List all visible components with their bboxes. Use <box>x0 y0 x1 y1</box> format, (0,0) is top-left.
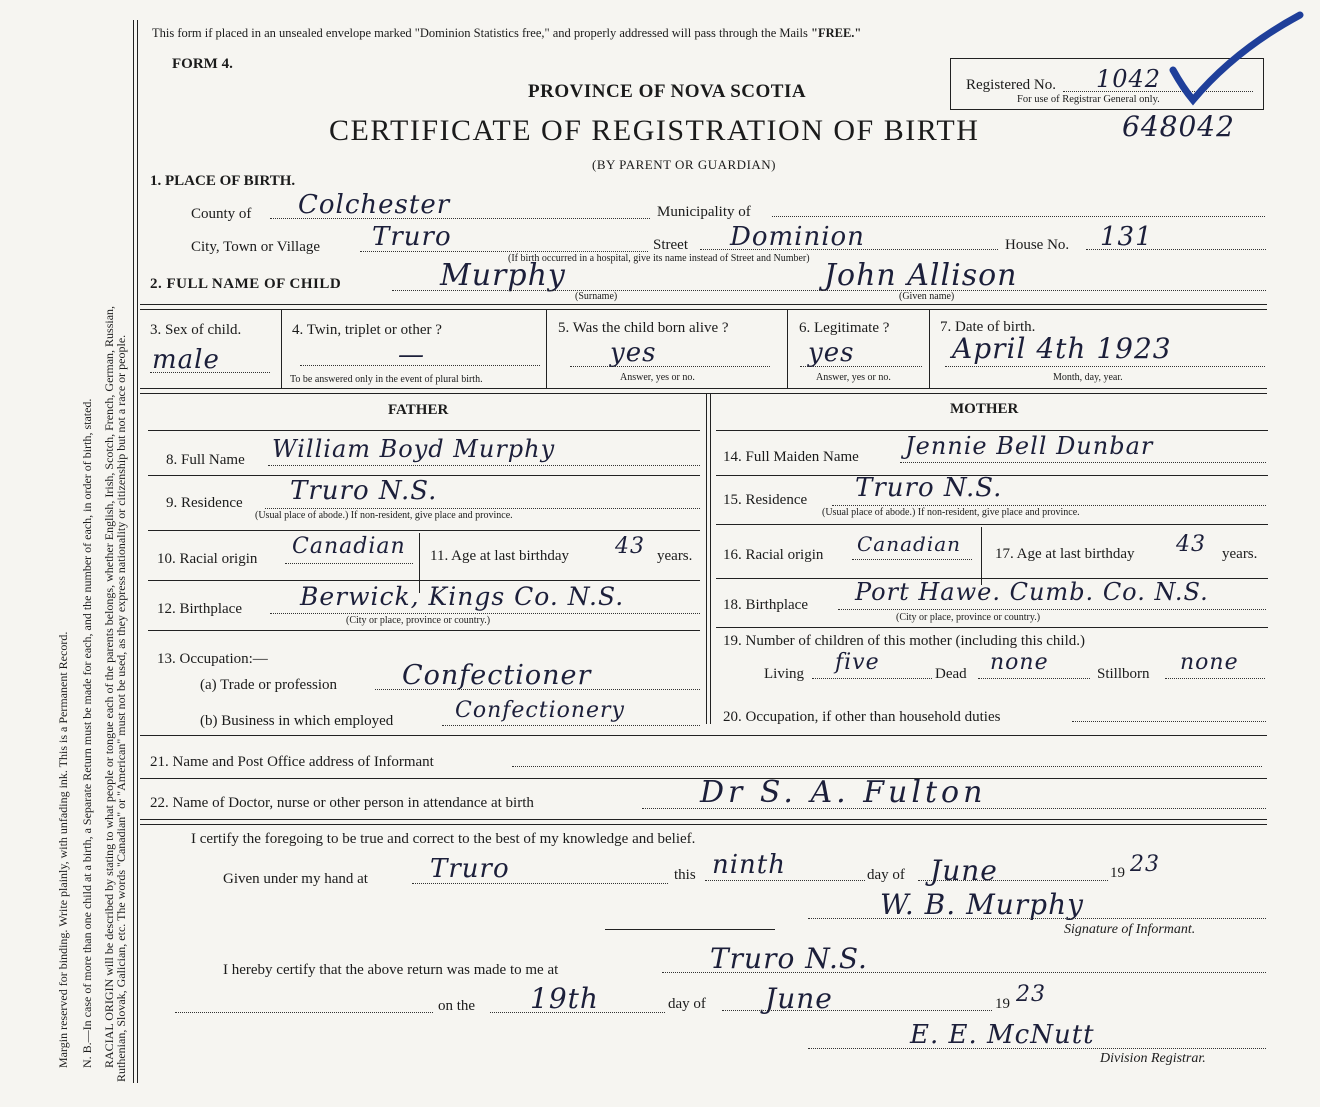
registered-label: Registered No. <box>966 77 1056 93</box>
twin-label: 4. Twin, triplet or other ? <box>292 322 442 338</box>
father-occupation-label: 13. Occupation:— <box>157 651 268 667</box>
father-birthplace-label: 12. Birthplace <box>157 601 242 617</box>
mother-birthplace-value: Port Hawe. Cumb. Co. N.S. <box>855 578 1209 606</box>
registrar-signature-label: Division Registrar. <box>1100 1051 1206 1066</box>
sex-label: 3. Sex of child. <box>150 322 242 338</box>
mother-residence-label: 15. Residence <box>723 492 808 508</box>
registrar-place-value: Truro N.S. <box>710 942 868 975</box>
stillborn-value: none <box>1180 650 1239 675</box>
informant-signature-label: Signature of Informant. <box>1064 922 1196 937</box>
given-under-label: Given under my hand at <box>223 871 368 887</box>
mail-notice: This form if placed in an unsealed envelope marked "Dominion Statistics free," and properly addressed will pass through the Mails "FREE." <box>152 26 862 40</box>
father-residence-value: Truro N.S. <box>290 476 438 506</box>
given-year-suffix: 23 <box>1130 852 1160 877</box>
registrar-on-the-label: on the <box>438 998 476 1014</box>
mother-children-label: 19. Number of children of this mother (including this child.) <box>723 633 1086 649</box>
mother-birthplace-note: (City or place, province or country.) <box>896 612 1041 623</box>
stillborn-label: Stillborn <box>1097 666 1150 682</box>
hospital-note: (If birth occurred in a hospital, give its name instead of Street and Number) <box>508 253 810 264</box>
street-value: Dominion <box>730 222 865 252</box>
given-year-prefix: 19 <box>1110 865 1125 881</box>
father-residence-label: 9. Residence <box>166 495 243 511</box>
informant-label: 21. Name and Post Office address of Informant <box>150 754 434 770</box>
child-given-name: John Allison <box>824 258 1018 293</box>
mother-heading: MOTHER <box>950 401 1019 417</box>
form-number: FORM 4. <box>172 56 233 72</box>
margin-border <box>133 20 134 1083</box>
city-label: City, Town or Village <box>191 239 321 255</box>
father-birthplace-value: Berwick, Kings Co. N.S. <box>300 582 625 611</box>
mother-birthplace-label: 18. Birthplace <box>723 597 808 613</box>
registrar-month-value: June <box>765 982 833 1015</box>
father-residence-note: (Usual place of abode.) If non-resident, give place and province. <box>255 510 513 521</box>
alive-value: yes <box>610 338 657 368</box>
alive-label: 5. Was the child born alive ? <box>558 320 729 336</box>
mother-age-label: 17. Age at last birthday <box>995 546 1135 562</box>
father-trade-label: (a) Trade or profession <box>200 677 338 693</box>
margin-text-3: RACIAL ORIGIN will be described by stating to what people or tongue each of the parents belongs, whether English, Irish, Scotch, French, German, Russian, <box>102 305 116 1068</box>
house-label: House No. <box>1005 237 1070 253</box>
father-name-label: 8. Full Name <box>166 452 245 468</box>
mother-residence-value: Truro N.S. <box>855 473 1003 503</box>
mother-name-value: Jennie Bell Dunbar <box>905 432 1154 460</box>
mother-residence-note: (Usual place of abode.) If non-resident, give place and province. <box>822 507 1080 518</box>
house-value: 131 <box>1100 222 1153 252</box>
father-age-years: years. <box>657 548 693 564</box>
given-place-value: Truro <box>430 854 510 884</box>
mother-occupation-label: 20. Occupation, if other than household duties <box>723 709 1001 725</box>
legitimate-note: Answer, yes or no. <box>816 372 891 383</box>
page-subtitle: (BY PARENT OR GUARDIAN) <box>592 157 777 172</box>
father-age-value: 43 <box>615 534 645 559</box>
city-value: Truro <box>372 222 452 252</box>
doctor-label: 22. Name of Doctor, nurse or other person in attendance at birth <box>150 795 534 811</box>
alive-note: Answer, yes or no. <box>620 372 695 383</box>
county-value: Colchester <box>298 190 451 220</box>
margin-text-2: N. B.—In case of more than one child at a birth, a Separate Return must be made for each, and the number of each, in order of birth, stated. <box>80 398 94 1068</box>
dead-label: Dead <box>935 666 967 682</box>
registrar-certify-text: I hereby certify that the above return was made to me at <box>223 962 559 978</box>
given-day-value: ninth <box>712 850 786 880</box>
dob-note: Month, day, year. <box>1053 372 1123 383</box>
father-name-value: William Boyd Murphy <box>272 435 556 463</box>
registrar-signature: E. E. McNutt <box>910 1020 1095 1050</box>
father-heading: FATHER <box>388 402 449 418</box>
legitimate-label: 6. Legitimate ? <box>799 320 890 336</box>
margin-border-inner <box>137 20 138 1083</box>
page-title: CERTIFICATE OF REGISTRATION OF BIRTH <box>329 114 980 147</box>
father-business-value: Confectionery <box>455 698 625 723</box>
county-label: County of <box>191 206 252 222</box>
child-surname: Murphy <box>440 258 566 293</box>
mother-race-value: Canadian <box>857 532 962 556</box>
father-age-label: 11. Age at last birthday <box>430 548 569 564</box>
father-trade-value: Confectioner <box>402 660 592 691</box>
stamp-number: 648042 <box>1122 110 1235 143</box>
informant-signature: W. B. Murphy <box>880 888 1084 921</box>
dead-value: none <box>990 650 1049 675</box>
registrar-year-suffix: 23 <box>1016 982 1046 1007</box>
legitimate-value: yes <box>808 338 855 368</box>
living-label: Living <box>764 666 804 682</box>
father-race-value: Canadian <box>292 534 406 559</box>
registered-number: 1042 <box>1096 65 1162 93</box>
margin-text-1: Margin reserved for binding. Write plainly, with unfading ink. This is a Permanent Record. <box>56 631 70 1068</box>
dob-label: 7. Date of birth. <box>940 319 1036 335</box>
twin-value: — <box>398 340 425 370</box>
father-race-label: 10. Racial origin <box>157 551 258 567</box>
place-heading: 1. PLACE OF BIRTH. <box>150 173 296 189</box>
father-business-label: (b) Business in which employed <box>200 713 394 729</box>
mother-age-value: 43 <box>1176 532 1206 557</box>
municipality-label: Municipality of <box>657 204 751 220</box>
province-heading: PROVINCE OF NOVA SCOTIA <box>528 81 807 102</box>
given-dayof-label: day of <box>867 867 905 883</box>
registrar-dayof-label: day of <box>668 996 706 1012</box>
given-name-note: (Given name) <box>899 291 955 302</box>
twin-note: To be answered only in the event of plural birth. <box>290 374 483 385</box>
dob-value: April 4th 1923 <box>952 332 1172 365</box>
mother-age-years: years. <box>1222 546 1258 562</box>
surname-note: (Surname) <box>575 291 618 302</box>
registrar-year-prefix: 19 <box>995 996 1010 1012</box>
doctor-value: Dr S. A. Fulton <box>700 775 987 810</box>
registrar-note: For use of Registrar General only. <box>1017 94 1160 105</box>
living-value: five <box>835 650 880 675</box>
street-label: Street <box>653 237 688 253</box>
given-month-value: June <box>930 854 998 887</box>
registrar-day-value: 19th <box>530 982 599 1015</box>
this-label: this <box>674 867 696 883</box>
margin-text-4: Ruthenian, Slovak, Galician, etc. The words "Canadian" or "American" must not be used, as they express nationality or citizenship but not a race or people. <box>114 334 128 1082</box>
mother-name-label: 14. Full Maiden Name <box>723 449 859 465</box>
check-mark-icon <box>1165 10 1305 110</box>
mother-race-label: 16. Racial origin <box>723 547 824 563</box>
sex-value: male <box>152 345 220 375</box>
certify-text: I certify the foregoing to be true and correct to the best of my knowledge and belief. <box>191 831 696 847</box>
child-name-label: 2. FULL NAME OF CHILD <box>150 276 342 292</box>
father-birthplace-note: (City or place, province or country.) <box>346 615 491 626</box>
